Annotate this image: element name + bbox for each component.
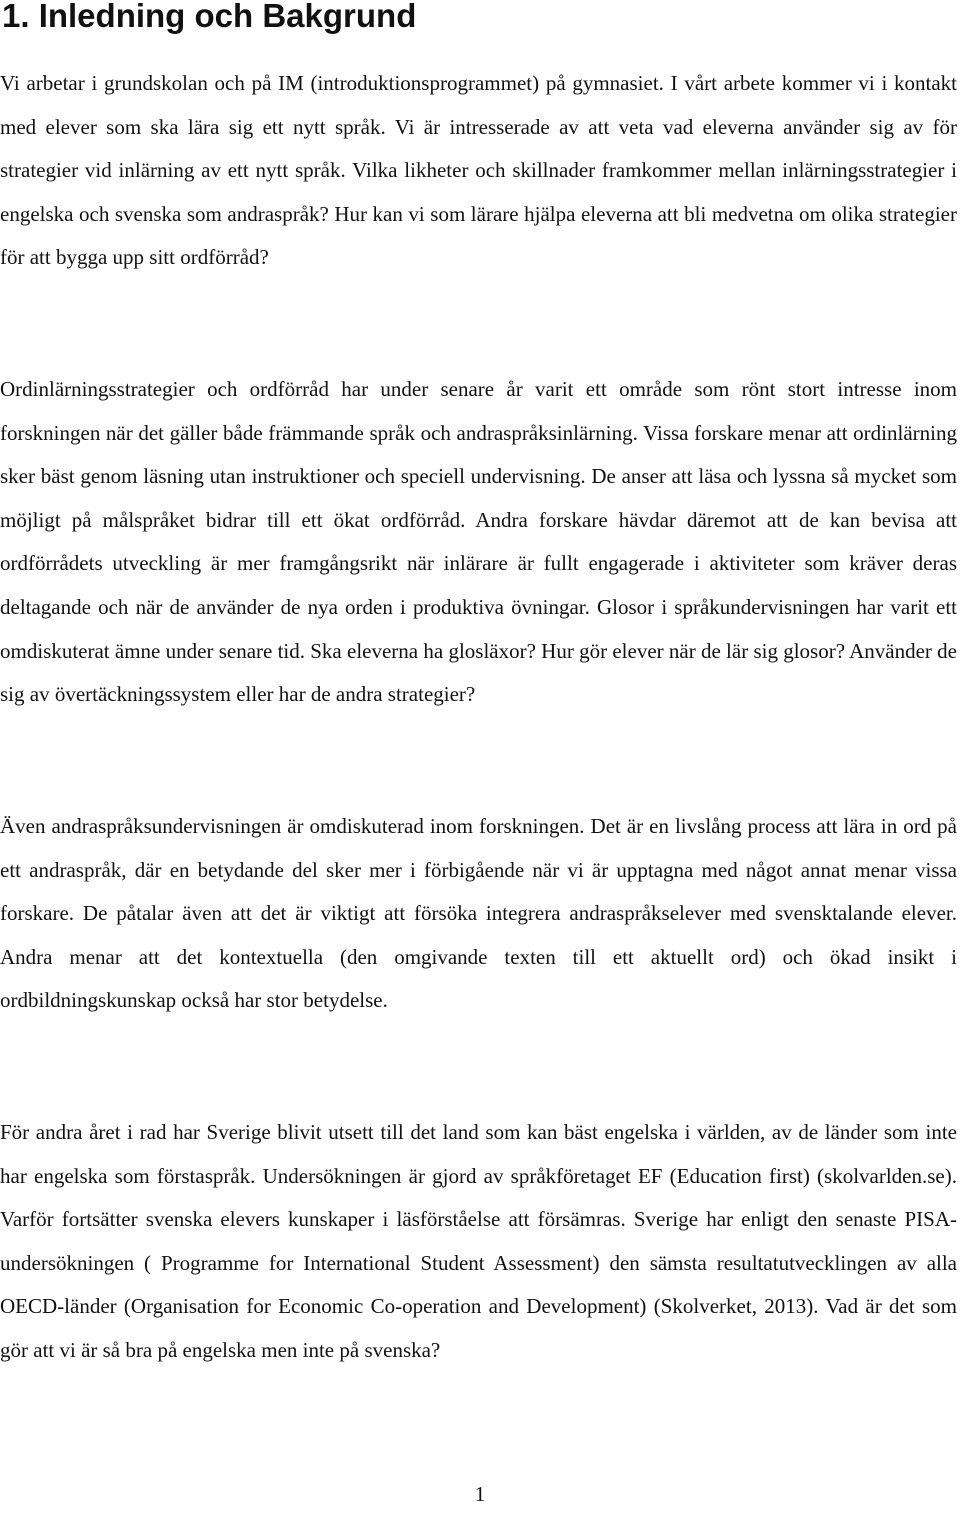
paragraph-vocabulary-strategies: Ordinlärningsstrategier och ordförråd har under senare år varit ett område som rönt stort intresse inom forskningen när det gäller både främmande språk och andraspråksinlärning. Vissa forskare menar att ordinlärning sker bäst genom läsning utan instruktioner och speciell undervisning. De anser att läsa och lyssna så mycket som möjligt på målspråket bidrar till ett ökat ordförråd. Andra forskare hävdar däremot att de kan bevisa att ordförrådets utveckling är mer framgångsrikt när inlärare är fullt engagerade i aktiviteter som kräver deras deltagande och när de använder de nya orden i produktiva övningar. Glosor i språkundervisningen har varit ett omdiskuterat ämne under senare tid. Ska eleverna ha glosläxor? Hur gör elever när de lär sig glosor? Använder de sig av övertäckningssystem eller har de andra strategier? <box>0 377 957 707</box>
paragraph-english-proficiency: För andra året i rad har Sverige blivit utsett till det land som kan bäst engelska i världen, av de länder som inte har engelska som förstaspråk. Undersökningen är gjord av språkföretaget EF (Education first) (skolvarlden.se). Varför fortsätter svenska elevers kunskaper i läsförståelse att försämras. Sverige har enligt den senaste PISA-undersökningen ( Programme for International Student Assessment) den sämsta resultatutvecklingen av alla OECD-länder (Organisation for Economic Co-operation and Development) (Skolverket, 2013). Vad är det som gör att vi är så bra på engelska men inte på svenska? <box>0 1120 957 1362</box>
paragraph-second-language-teaching: Även andraspråksundervisningen är omdiskuterad inom forskningen. Det är en livslång process att lära in ord på ett andraspråk, där en betydande del sker mer i förbigående när vi är upptagna med något annat menar vissa forskare. De påtalar även att det är viktigt att försöka integrera andraspråkselever med svensktalande elever. Andra menar att det kontextuella (den omgivande texten till ett aktuellt ord) och ökad insikt i ordbildningskunskap också har stor betydelse. <box>0 814 957 1013</box>
page-number: 1 <box>474 1482 486 1506</box>
paragraph-introduction: Vi arbetar i grundskolan och på IM (introduktionsprogrammet) på gymnasiet. I vårt arbete kommer vi i kontakt med elever som ska lära sig ett nytt språk. Vi är intresserade av att veta vad eleverna använder sig av för strategier vid inlärning av ett nytt språk. Vilka likheter och skillnader framkommer mellan inlärningsstrategier i engelska och svenska som andraspråk? Hur kan vi som lärare hjälpa eleverna att bli medvetna om olika strategier för att bygga upp sitt ordförråd? <box>0 71 957 270</box>
section-heading: 1. Inledning och Bakgrund <box>2 0 417 34</box>
